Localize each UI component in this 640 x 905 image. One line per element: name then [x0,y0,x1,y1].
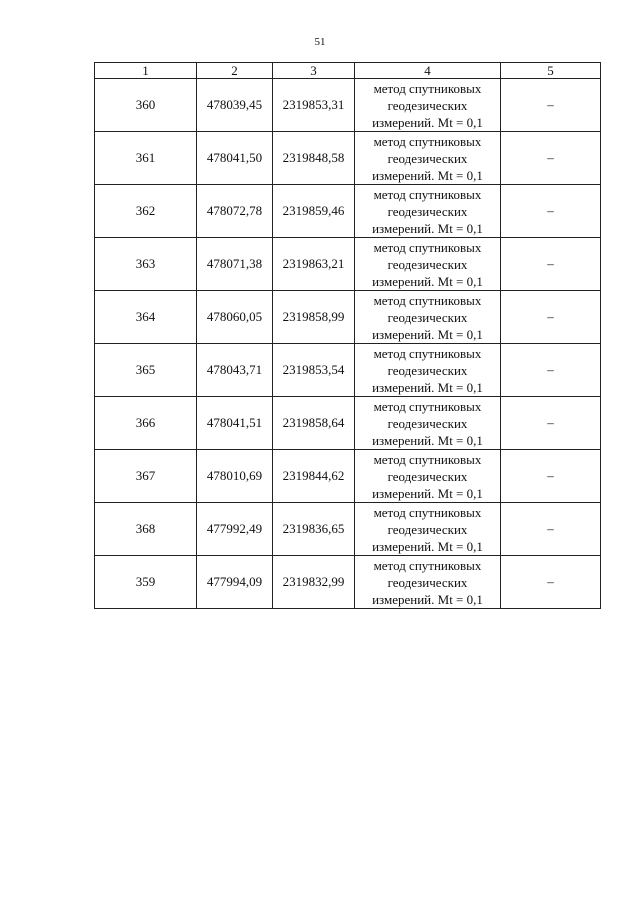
note-cell: – [501,556,601,609]
column-header-1: 1 [95,63,197,79]
method-line: геодезических [387,203,468,219]
page-number: 51 [314,36,326,48]
method-line: геодезических [387,150,468,166]
method-line: измерений. Mt = 0,1 [372,220,483,236]
table-row [95,132,601,185]
method-cell [355,397,501,450]
note-cell: – [501,450,601,503]
note-cell: – [501,503,601,556]
method-cell [355,344,501,397]
table-row [95,450,601,503]
table-body [95,79,601,609]
column-header-4: 4 [355,63,501,79]
note-cell: – [501,132,601,185]
method-cell [355,238,501,291]
method-line: геодезических [387,574,468,590]
method-cell [355,79,501,132]
x-coordinate-cell: 478039,45 [197,79,273,132]
method-line: геодезических [387,309,468,325]
point-number-cell: 365 [95,344,197,397]
y-coordinate-cell: 2319853,31 [273,79,355,132]
note-cell: – [501,238,601,291]
point-number-cell: 363 [95,238,197,291]
method-line: измерений. Mt = 0,1 [372,538,483,554]
method-line: геодезических [387,256,468,272]
table-row [95,238,601,291]
method-line: измерений. Mt = 0,1 [372,485,483,501]
point-number-cell: 362 [95,185,197,238]
y-coordinate-cell: 2319832,99 [273,556,355,609]
y-coordinate-cell: 2319863,21 [273,238,355,291]
method-line: измерений. Mt = 0,1 [372,273,483,289]
y-coordinate-cell: 2319858,99 [273,291,355,344]
method-line: метод спутниковых [373,504,482,520]
table-row [95,344,601,397]
table-row [95,79,601,132]
method-cell [355,185,501,238]
y-coordinate-cell: 2319844,62 [273,450,355,503]
x-coordinate-cell: 478041,51 [197,397,273,450]
method-line: измерений. Mt = 0,1 [372,379,483,395]
note-cell: – [501,291,601,344]
table-row [95,503,601,556]
method-line: геодезических [387,415,468,431]
method-line: метод спутниковых [373,186,482,202]
x-coordinate-cell: 477994,09 [197,556,273,609]
point-number-cell: 359 [95,556,197,609]
method-cell [355,132,501,185]
y-coordinate-cell: 2319848,58 [273,132,355,185]
x-coordinate-cell: 478010,69 [197,450,273,503]
method-line: метод спутниковых [373,133,482,149]
x-coordinate-cell: 477992,49 [197,503,273,556]
method-line: геодезических [387,362,468,378]
method-line: метод спутниковых [373,292,482,308]
y-coordinate-cell: 2319859,46 [273,185,355,238]
point-number-cell: 364 [95,291,197,344]
method-line: метод спутниковых [373,80,482,96]
note-cell: – [501,344,601,397]
method-line: геодезических [387,97,468,113]
x-coordinate-cell: 478071,38 [197,238,273,291]
method-line: метод спутниковых [373,345,482,361]
table-header-row [95,63,601,79]
method-line: геодезических [387,521,468,537]
method-cell [355,556,501,609]
column-header-3: 3 [273,63,355,79]
method-line: измерений. Mt = 0,1 [372,591,483,607]
method-line: метод спутниковых [373,398,482,414]
method-cell [355,291,501,344]
method-line: измерений. Mt = 0,1 [372,432,483,448]
column-header-5: 5 [501,63,601,79]
method-line: метод спутниковых [373,557,482,573]
note-cell: – [501,185,601,238]
point-number-cell: 360 [95,79,197,132]
note-cell: – [501,79,601,132]
x-coordinate-cell: 478060,05 [197,291,273,344]
point-number-cell: 361 [95,132,197,185]
method-line: измерений. Mt = 0,1 [372,167,483,183]
table-row [95,185,601,238]
point-number-cell: 367 [95,450,197,503]
note-cell: – [501,397,601,450]
y-coordinate-cell: 2319836,65 [273,503,355,556]
x-coordinate-cell: 478072,78 [197,185,273,238]
point-number-cell: 368 [95,503,197,556]
method-line: измерений. Mt = 0,1 [372,326,483,342]
y-coordinate-cell: 2319853,54 [273,344,355,397]
column-header-2: 2 [197,63,273,79]
x-coordinate-cell: 478041,50 [197,132,273,185]
method-cell [355,450,501,503]
table-row [95,291,601,344]
point-number-cell: 366 [95,397,197,450]
coordinates-table [94,62,601,609]
table-row [95,397,601,450]
method-line: геодезических [387,468,468,484]
x-coordinate-cell: 478043,71 [197,344,273,397]
method-line: метод спутниковых [373,451,482,467]
method-line: метод спутниковых [373,239,482,255]
method-cell [355,503,501,556]
y-coordinate-cell: 2319858,64 [273,397,355,450]
table-row [95,556,601,609]
method-line: измерений. Mt = 0,1 [372,114,483,130]
